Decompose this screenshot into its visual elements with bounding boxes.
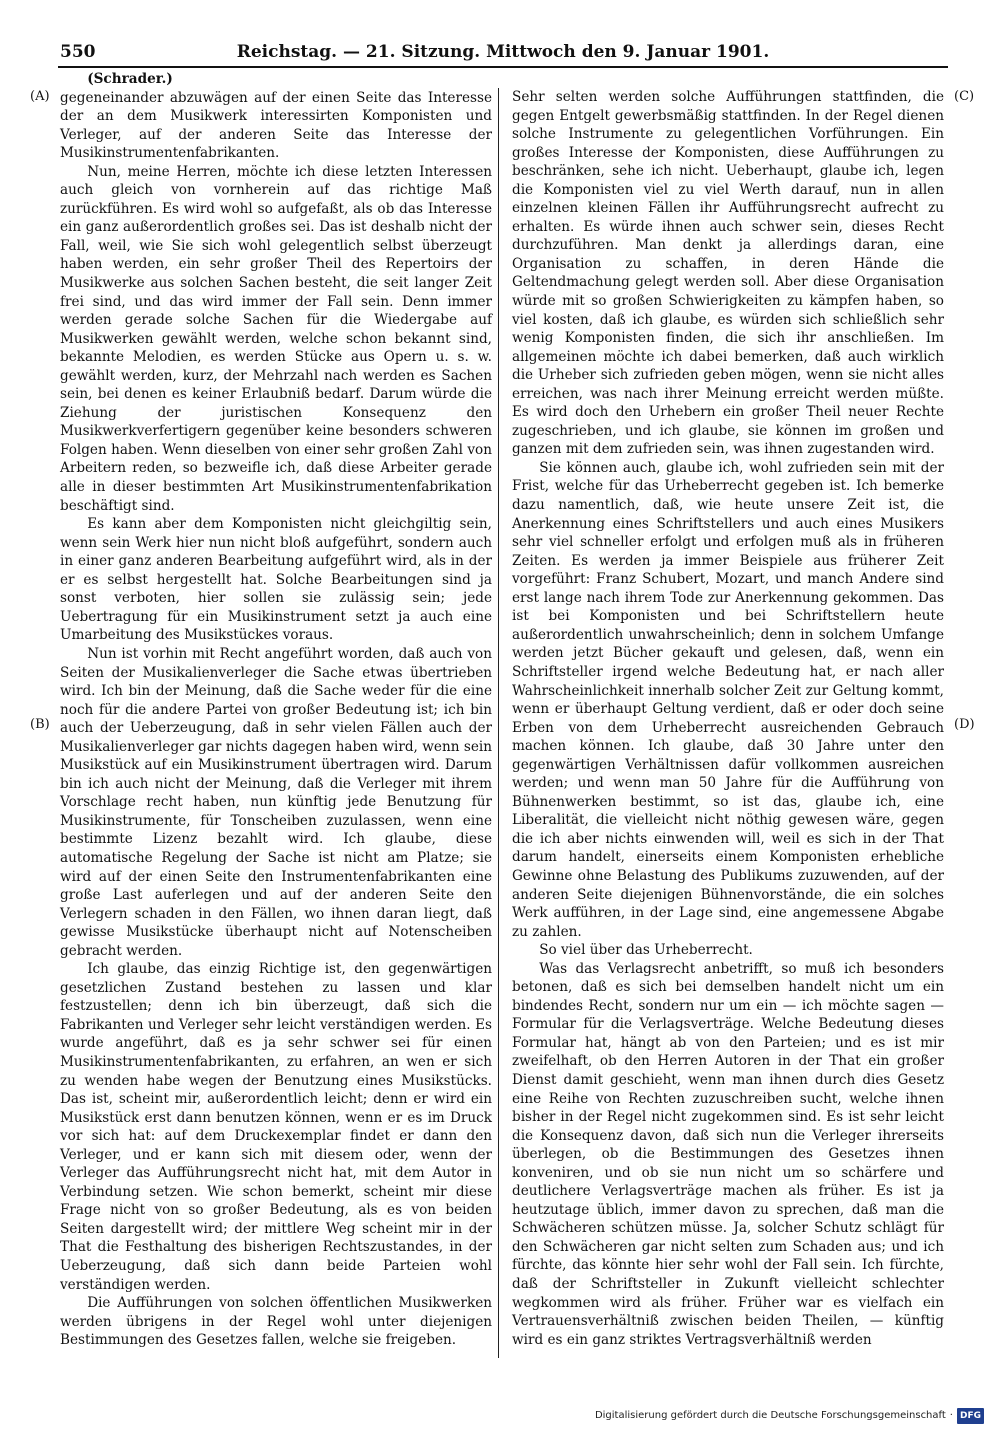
paragraph: Nun ist vorhin mit Recht angeführt worden, daß auch von Seiten der Musikalienverleger die Sache etwas übertrieben wird. Ich bin der Meinung, daß die Sache weder für die eine noch für die andere Partei von großer Bedeutung ist; ich bin auch der Ueberzeugung, daß in sehr vielen Fällen auch der Musikalienverleger gar nichts dagegen haben wird, wenn sein Musikstück auf ein Musikinstrument übertragen wird. Darum bin ich auch nicht der Meinung, daß die Verleger mit ihrem Vorschlage recht haben, nun künftig jede Benutzung für Musikinstrumente, für Tonscheiben zuzulassen, wenn eine bestimmte Lizenz bezahlt wird. Ich glaube, diese automatische Regelung der Sache ist nicht am Platze; sie wird auf der einen Seite den Instrumentenfabrikanten eine große Last auferlegen und auf der anderen Seite den Verlegern schaden in den Fällen, wo ihnen daran liegt, daß gewisse Musikstücke überhaupt nicht auf Notenscheiben gebracht werden. — [60, 645, 492, 959]
separator-dot: · — [949, 1410, 953, 1421]
margin-marker-d: (D) — [954, 717, 975, 732]
right-column — [512, 70, 944, 1349]
paragraph: Sehr selten werden solche Aufführungen stattfinden, die gegen Entgelt gewerbsmäßig stattfinden. In der Regel dienen solche Instrumente zu gelegentlichen Vorführungen. Ein großes Interesse der Komponisten, diese Aufführungen zu beschränken, sehe ich nicht. Ueberhaupt, glaube ich, legen die Komponisten viel zu viel Werth darauf, nun in allen einzelnen kleinen Fällen ihr Aufführungsrecht aufrecht zu erhalten. Es würde ihnen auch schwer sein, dieses Recht durchzuführen. Man denkt ja allerdings daran, eine Organisation zu schaffen, in deren Hände die Geltendmachung gelegt werden soll. Aber diese Organisation würde mit so großen Schwierigkeiten zu kämpfen haben, so viel kosten, daß ich glaube, es würden sich schließlich sehr wenig Komponisten finden, die sich ihr anschließen. Im allgemeinen möchte ich dabei bemerken, daß auch wirklich die Urheber sich zufrieden geben mögen, wenn sie nicht alles erreichen, was nach ihrer Meinung erreicht werden müßte. Es wird doch den Urhebern ein großer Theil neuer Rechte zugeschrieben, und ich glaube, sie können im großen und ganzen mit dem zufrieden sein, was ihnen zugestanden wird. — [512, 89, 944, 458]
paragraph: So viel über das Urheberrecht. — [539, 942, 753, 959]
header-rule — [58, 66, 948, 68]
paragraph: Sie können auch, glaube ich, wohl zufrieden sein mit der Frist, welche für das Urheberrecht gegeben ist. Ich bemerke dazu namentlich, daß, wie heute unsere Zeit ist, die Anerkennung eines Schriftstellers und auch eines Musikers sehr viel schneller erfolgt und erfolgen muß als in früheren Zeiten. Es werden ja immer Beispiele aus früherer Zeit vorgeführt: Franz Schubert, Mozart, und manch Andere sind erst lange nach ihrem Tode zur Anerkennung gekommen. Das ist bei Komponisten und bei Schriftstellern heute außerordentlich unwahrscheinlich; denn in solchem Umfange werden jetzt Bücher gekauft und gelesen, daß, wenn ein Schriftsteller irgend welche Bedeutung hat, er nach aller Wahrscheinlichkeit innerhalb solcher Zeit zur Geltung kommt, wenn er überhaupt Geltung verdient, daß er oder doch seine Erben von dem Urheberrecht ausreichenden Gebrauch machen können. Ich glaube, daß 30 Jahre unter den gegenwärtigen Verhältnissen dafür vollkommen ausreichen werden; und wenn man 50 Jahre für die Aufführung von Bühnenwerken bestimmt, so ist das, glaube ich, eine Liberalität, die vielleicht nicht nöthig gewesen wäre, gegen die ich aber nichts einwenden will, weil es sich in der That darum handelt, einerseits einem Komponisten erhebliche Gewinne ohne Belastung des Publikums zuzuwenden, auf der anderen Seite diejenigen Bühnenvorstände, die ein solches Werk aufführen, in der Lage sind, eine angemessene Abgabe zu zahlen. — [512, 459, 944, 940]
dfg-logo: DFG — [957, 1408, 984, 1424]
page-number: 550 — [60, 42, 96, 62]
digitization-credit — [595, 1408, 984, 1424]
left-column — [60, 70, 492, 1350]
column-divider — [498, 88, 499, 1358]
speaker-name: (Schrader.) — [87, 71, 173, 87]
paragraph: gegeneinander abzuwägen auf der einen Seite das Interesse der an dem Musikwerk interessirten Komponisten und Verleger, auf der anderen Seite das Interesse der Musikinstrumentenfabrikanten. — [60, 89, 492, 162]
running-title: Reichstag. — 21. Sitzung. Mittwoch den 9. Januar 1901. — [236, 42, 770, 62]
paragraph: Was das Verlagsrecht anbetrifft, so muß ich besonders betonen, daß es sich bei demselben handelt nicht um ein bindendes Recht, sondern nur um ein — ich möchte sagen — Formular für die Verlagsverträge. Welche Bedeutung dieses Formular hat, hängt ab von den Parteien; und es ist mir zweifelhaft, ob den Herren Autoren in der That ein großer Dienst damit geschieht, wenn man ihnen durch dies Gesetz eine Reihe von Rechten zuzuschreiben sucht, welche ihnen bisher in der Regel nicht zugekommen sind. Es ist sehr leicht die Konsequenz davon, daß sich nun die Verleger ihrerseits überlegen, ob die Bestimmungen des Gesetzes ihnen konveniren, und ob sie nun nicht um so schärfere und deutlichere Verlagsverträge machen als früher. Es ist ja heutzutage üblich, immer davon zu sprechen, daß man die Schwächeren schützen müsse. Ja, solcher Schutz schlägt für den Schwächeren gar nicht selten zum Schaden aus; und ich fürchte, das könnte hier sehr wohl der Fall sein. Ich fürchte, daß der Schriftsteller in Zukunft vielleicht schlechter wegkommen wird als früher. Früher war es vielfach ein Vertrauensverhältniß zwischen beiden Theilen, — künftig wird es ein ganz striktes Vertragsverhältniß werden — [512, 960, 944, 1348]
paragraph: Es kann aber dem Komponisten nicht gleichgiltig sein, wenn sein Werk hier nun nicht bloß aufgeführt, sondern auch in einer ganz anderen Bearbeitung aufgeführt wird, als in der er es selbst hergestellt hat. Solche Bearbeitungen sind ja sonst verboten, hier sollen sie zulässig sein; jede Uebertragung für ein Musikinstrument setzt ja auch eine Umarbeitung des Musikstückes voraus. — [60, 516, 492, 644]
margin-marker-a: (A) — [30, 89, 50, 104]
margin-marker-c: (C) — [954, 89, 975, 104]
credit-text: Digitalisierung gefördert durch die Deutsche Forschungsgemeinschaft — [594, 1410, 946, 1421]
paragraph: Nun, meine Herren, möchte ich diese letzten Interessen auch gleich von vornherein auf das richtige Maß zurückführen. Es wird wohl so aufgefaßt, als ob das Interesse ein ganz außerordentlich großes sei. Das ist deshalb nicht der Fall, weil, wie Sie sich wohl gelegentlich selbst überzeugt haben werden, ein sehr großer Theil des Repertoirs der Musikwerke aus solchen Sachen besteht, die seit langer Zeit frei sind, und das wird immer der Fall sein. Denn immer werden gerade solche Sachen für die Wiedergabe auf Musikwerken gewählt werden, welche schon bekannt sind, bekannte Melodien, es werden Stücke aus Opern u. s. w. gewählt werden, kurz, der Mehrzahl nach werden es Sachen sein, bei denen es keiner Erlaubniß bedarf. Darum würde die Ziehung der juristischen Konsequenz den Musikwerkverfertigern gegenüber keine besonders schweren Folgen haben. Wenn dieselben von einer sehr großen Zahl von Arbeitern reden, so bezweifle ich, daß diese Arbeiter gerade alle in dieser bestimmten Art Musikinstrumentenfabrikation beschäftigt sind. — [60, 163, 492, 514]
paragraph: Ich glaube, das einzig Richtige ist, den gegenwärtigen gesetzlichen Zustand bestehen zu lassen und klar festzustellen; denn ich bin überzeugt, daß sich die Fabrikanten und Verleger sehr leicht verständigen werden. Es wurde angeführt, daß es ja sehr schwer sei für einen Musikinstrumentenfabrikanten, zu erfahren, an wen er sich zu wenden habe wegen der Benutzung eines Musikstücks. Das ist, scheint mir, außerordentlich leicht; denn er wird ein Musikstück erst dann benutzen können, wenn er es im Druck vor sich hat: auf dem Druckexemplar findet er dann den Verleger, und er kann sich mit diesem oder, wenn der Verleger das Aufführungsrecht nicht hat, mit dem Autor in Verbindung setzen. Wie schon bemerkt, scheint mir diese Frage nicht von so großer Bedeutung, als es von beiden Seiten dargestellt wird; der mittlere Weg scheint mir in der That die Festhaltung des bisherigen Rechtszustandes, in der Ueberzeugung, daß sich dann beide Parteien wohl verständigen werden. — [60, 961, 492, 1293]
margin-marker-b: (B) — [30, 717, 50, 732]
page-header — [60, 40, 946, 64]
paragraph: Die Aufführungen von solchen öffentlichen Musikwerken werden übrigens in der Regel wohl unter diejenigen Bestimmungen des Gesetzes fallen, welche sie freigeben. — [60, 1295, 492, 1349]
